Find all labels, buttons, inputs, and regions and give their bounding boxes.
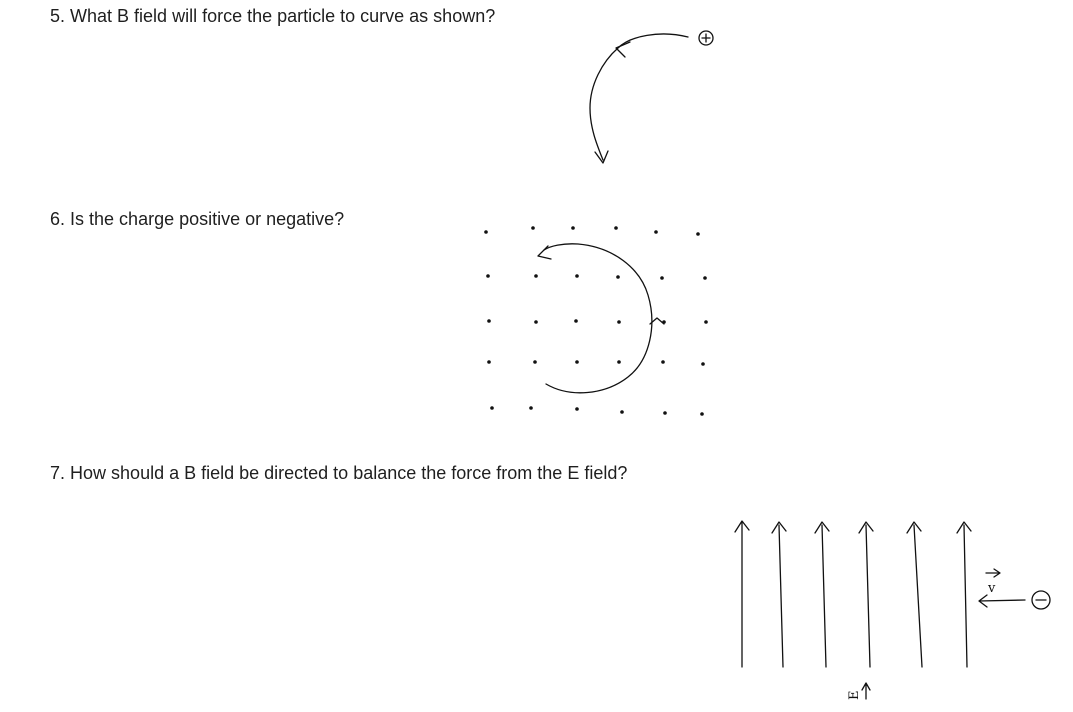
- e-field-line: [859, 522, 873, 667]
- e-field-line: [735, 521, 749, 667]
- question-6-text: Is the charge positive or negative?: [70, 209, 345, 229]
- question-6-number: 6.: [50, 209, 66, 229]
- e-field-line: [772, 522, 786, 667]
- e-field-label: [847, 683, 870, 700]
- circular-trajectory: [544, 244, 652, 393]
- velocity-label: v: [988, 581, 996, 596]
- e-vector-arrow-icon: [862, 683, 870, 699]
- e-label: E: [847, 690, 862, 700]
- question-5-text: What B field will force the particle to curve as shown?: [70, 6, 496, 26]
- figure-7: [735, 521, 1050, 700]
- v-vector-arrow-icon: [986, 569, 1000, 577]
- e-field-line: [907, 522, 922, 667]
- figure-6: [484, 226, 708, 416]
- plus-sign-icon: [702, 34, 710, 42]
- e-field-line: [815, 522, 829, 667]
- e-field-lines: [735, 521, 971, 667]
- e-field-line: [957, 522, 971, 667]
- question-7-number: 7.: [50, 463, 66, 483]
- dot-field: [484, 226, 708, 416]
- question-7-text: How should a B field be directed to balance the force from the E field?: [70, 463, 628, 483]
- question-5-number: 5.: [50, 6, 66, 26]
- velocity-arrow: [979, 595, 1025, 607]
- figure-5: [590, 31, 713, 163]
- curved-path: [590, 34, 688, 160]
